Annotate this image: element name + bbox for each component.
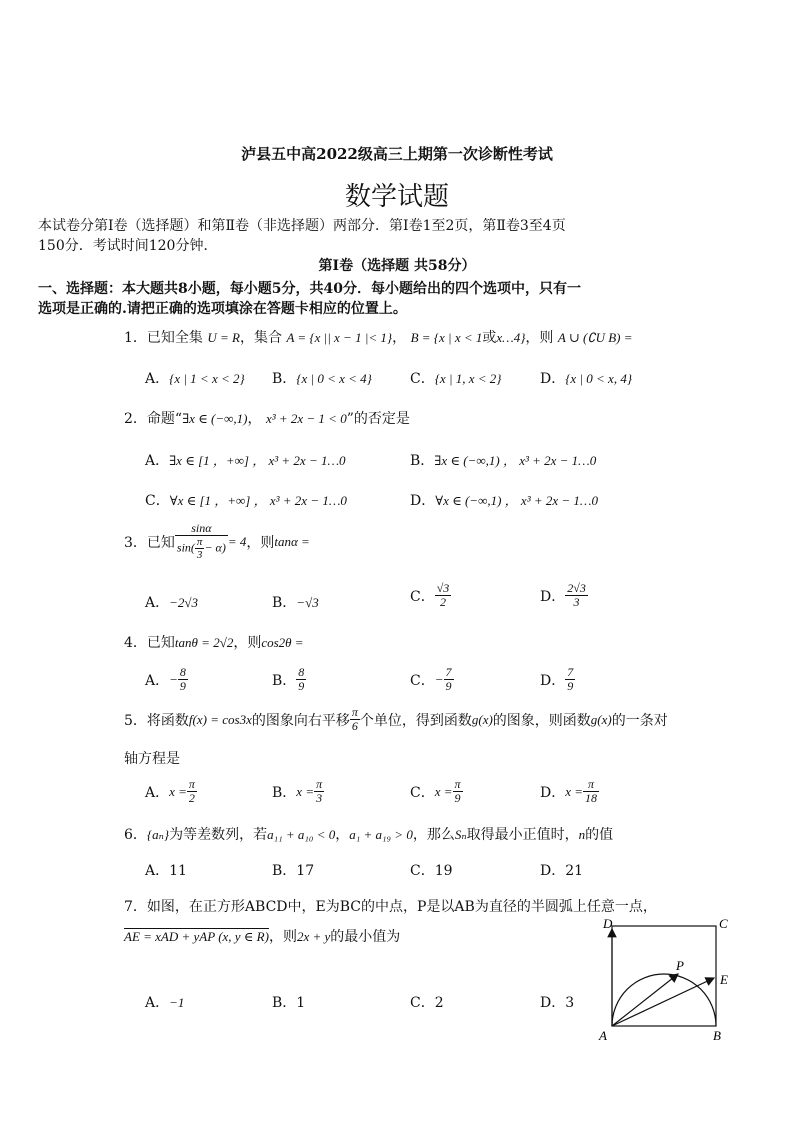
q6-option-a[interactable]: A．11 [145,863,187,879]
fraction-denominator: 3 [573,595,580,610]
section-title: 第Ⅰ卷（选择题 共58分） [318,258,476,274]
option-sign: − [169,671,178,687]
q3-option-d[interactable] [540,582,588,609]
q2-option-a[interactable] [145,450,346,470]
question-5 [124,706,668,733]
option-label: B． [272,784,297,801]
q5-text: 的一条对 [611,712,668,729]
q4-math: cos2θ = [261,635,304,650]
point-d-label: D [603,916,613,931]
option-label: C． [410,672,435,689]
option-label: B． [272,672,297,689]
option-value: ∀x ∈ (−∞,1) ， x³ + 2x − 1…0 [435,493,598,508]
q3-text: 已知 [146,534,175,551]
q5-option-c[interactable] [410,778,463,805]
q2-option-c[interactable] [145,490,347,510]
q5-text: 的图象，则函数 [492,712,591,729]
q6-math: a₁₁ + a₁₀ < 0 [267,827,336,842]
option-label: D． [410,493,436,509]
q4-option-a[interactable] [145,666,188,693]
instruction-line-1: 一、选择题：本大题共8小题，每小题5分，共40分．每小题给出的四个选项中，只有一 [38,281,581,297]
q7-number: 7． [124,899,147,915]
q4-number: 4． [124,635,147,651]
q3-pi: π [196,536,203,549]
q4-text: 已知 [146,635,175,651]
option-label: C． [410,588,435,605]
q2-text: ， [247,411,262,427]
q7-text: 如图，在正方形ABCD中，E为BC的中点，P是以AB为直径的半圆弧上任意一点， [146,899,657,915]
intro-line-2: 150分．考试时间120分钟． [38,238,218,254]
exam-subtitle: 泸县五中高2022级高三上期第一次诊断性考试 [241,145,553,163]
q4-option-d[interactable] [540,666,575,693]
option-label: A． [145,784,170,801]
q5-pi: π [351,705,358,719]
q2-text: ”的否定是 [346,411,410,427]
q6-text: 为等差数列，若 [169,827,268,843]
q3-numerator: sinα [175,522,228,536]
q1-math-set-b: x…4} [496,330,526,345]
q6-math: Sₙ [454,827,467,842]
q5-math: g(x) [471,711,493,727]
option-prefix: x = [169,783,187,799]
fraction-numerator: 8 [179,665,186,679]
q6-math: n [578,827,586,842]
option-label: B． [272,371,297,387]
option-prefix: x = [565,783,584,799]
point-p-label: P [676,958,684,973]
q3-number: 3． [124,534,147,551]
option-sign: − [434,671,444,687]
option-value: −√3 [296,595,319,610]
option-label: D． [540,588,566,605]
q2-math: x³ + 2x − 1 < 0 [265,411,347,426]
option-value: {x | 1 < x < 2} [169,371,245,386]
q1-option-b[interactable] [272,368,372,388]
point-a-label: A [599,1028,607,1043]
q2-math: ∃x ∈ (−∞,1) [182,411,248,426]
option-label: D． [540,672,566,689]
option-label: C． [145,493,170,509]
fraction-numerator: 8 [298,665,305,679]
option-prefix: x = [434,783,453,799]
option-label: A． [145,453,170,469]
q7-option-c[interactable]: C．2 [410,995,444,1011]
q5-option-a[interactable] [145,778,197,805]
q2-option-d[interactable] [410,490,598,510]
q3-fraction [175,522,228,561]
q4-math: tanθ = 2√2 [174,635,234,650]
option-value: −1 [169,995,185,1010]
q5-text: 的图象向右平移 [251,712,350,729]
q1-math-set-a: A = {x || x − 1 |< 1} [286,330,393,345]
q3-option-a[interactable] [145,592,198,612]
option-label: D． [540,371,566,387]
fraction-denominator: 2 [188,791,195,806]
q6-text: ，那么 [412,827,455,843]
q7-option-d[interactable]: D．3 [540,995,575,1011]
q1-text: ，则 [525,330,554,346]
fraction-denominator: 9 [454,791,461,806]
point-e-label: E [720,972,728,987]
exam-title: 数学试题 [344,182,449,212]
q2-text: 命题“ [146,411,183,427]
intro-line-1: 本试卷分第Ⅰ卷（选择题）和第Ⅱ卷（非选择题）两部分．第Ⅰ卷1至2页，第Ⅱ卷3至4页 [38,218,566,234]
fraction-numerator: 7 [445,665,452,679]
fraction-numerator: √3 [436,581,450,595]
q4-option-c[interactable] [410,666,454,693]
question-7 [124,896,657,916]
q3-option-b[interactable] [272,592,319,612]
q1-number: 1． [124,330,147,346]
q6-option-d[interactable]: D．21 [540,863,584,879]
q4-option-b[interactable] [272,666,306,693]
q7-square-figure [596,912,736,1046]
q5-math: g(x) [590,711,612,727]
q7-option-a[interactable] [145,992,184,1012]
q1-math-set-b: B = {x | x < 1 [410,330,483,345]
q4-text: ，则 [233,635,262,651]
option-label: A． [145,995,170,1011]
q1-option-a[interactable] [145,368,245,388]
q1-option-c[interactable] [410,368,502,388]
q3-equals: = 4 [227,533,247,549]
q1-text: ， [392,330,407,346]
q6-text: ， [335,827,350,843]
option-label: C． [410,784,435,801]
q7-vector-eq: AE = xAD + yAP (x, y ∈ R) [124,929,269,944]
fraction-denominator: 9 [445,679,452,694]
q1-math-union: A ∪ (∁U B) = [557,330,633,345]
fraction-numerator: π [188,777,195,791]
fraction-numerator: 2√3 [567,581,586,595]
option-value: {x | 1, x < 2} [434,371,502,386]
q2-number: 2． [124,411,147,427]
q3-minus-alpha: − α) [204,540,226,555]
q5-six: 6 [351,719,358,734]
q5-text: 个单位，得到函数 [359,712,472,729]
option-label: A． [145,595,170,611]
q3-math: tanα = [274,533,310,549]
option-label: A． [145,371,170,387]
question-1 [124,327,633,347]
option-label: B． [272,595,297,611]
fraction-numerator: π [583,778,599,792]
q1-math-universal: U = R [207,330,240,345]
question-6 [124,824,613,844]
q1-text: 已知全集 [146,330,203,346]
q3-three: 3 [196,549,203,562]
q5-option-d[interactable] [540,778,599,805]
q1-text: ，集合 [239,330,282,346]
q6-math: a₁ + a₁₉ > 0 [349,827,413,842]
point-c-label: C [719,916,728,931]
option-value: {x | 0 < x, 4} [565,371,633,386]
point-b-label: B [713,1028,721,1043]
fraction-denominator: 9 [298,679,305,694]
fraction-denominator: 18 [585,791,598,806]
q7-text: ，则 [268,929,297,945]
option-value: {x | 0 < x < 4} [296,371,372,386]
q7-math: 2x + y [296,929,331,944]
option-label: A． [145,672,170,689]
q5-math: f(x) = cos3x [188,711,252,727]
option-value: ∀x ∈ [1 ，+∞] ， x³ + 2x − 1…0 [169,493,347,508]
q1-option-d[interactable] [540,368,632,388]
fraction-denominator: 3 [316,791,323,806]
square-abcd [612,926,716,1026]
fraction-denominator: 2 [440,595,447,610]
fraction-numerator: 7 [567,665,574,679]
option-label: C． [410,371,435,387]
question-4 [124,632,304,652]
q5-option-b[interactable] [272,778,324,805]
question-3 [124,522,310,561]
q6-option-b[interactable]: B．17 [272,863,315,879]
option-value: −2√3 [169,595,199,610]
instruction-line-2: 选项是正确的.请把正确的选项填涂在答题卡相应的位置上。 [38,301,407,317]
q5-number: 5． [124,712,147,729]
q6-math: {aₙ} [146,827,170,842]
q6-text: 取得最小正值时， [466,827,579,843]
q6-text: 的值 [585,827,614,843]
option-prefix: x = [296,783,315,799]
q7-option-b[interactable]: B．1 [272,995,306,1011]
fraction-numerator: π [316,777,323,791]
q5-text: 将函数 [146,712,189,729]
q7-line-2 [124,926,400,946]
q1-text: 或 [482,330,497,346]
question-2 [124,408,410,428]
q7-text: 的最小值为 [330,929,401,945]
fraction-denominator: 9 [179,679,186,694]
fraction-denominator: 9 [567,679,574,694]
q3-denominator [175,536,228,561]
q6-number: 6． [124,827,147,843]
q6-option-c[interactable]: C．19 [410,863,453,879]
q3-text: ，则 [246,534,275,551]
fraction-numerator: π [454,777,461,791]
q2-option-b[interactable] [410,450,596,470]
option-value: ∃x ∈ [1 ，+∞] ， x³ + 2x − 1…0 [169,453,346,468]
option-label: B． [410,453,435,469]
q3-option-c[interactable] [410,582,451,609]
option-value: ∃x ∈ (−∞,1) ， x³ + 2x − 1…0 [434,453,597,468]
q3-sin: sin( [176,540,195,555]
q5-line-2: 轴方程是 [124,751,180,767]
option-label: D． [540,784,566,801]
